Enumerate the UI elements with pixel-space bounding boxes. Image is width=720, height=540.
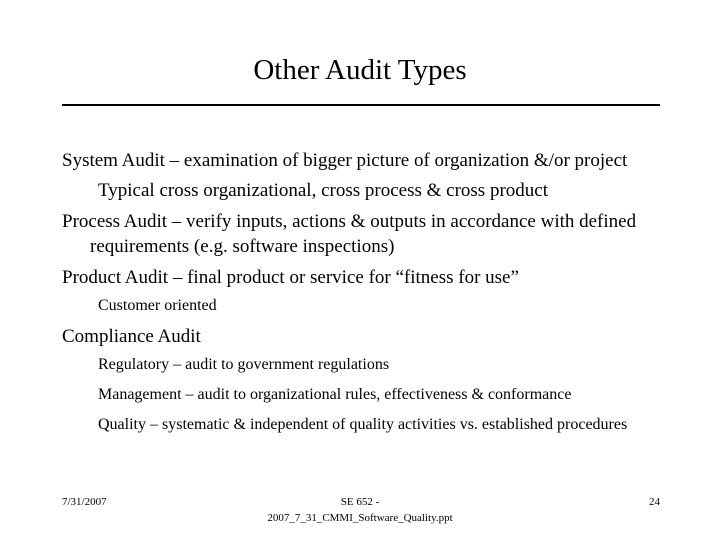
sub-bullet-management: Management – audit to organizational rules, effectiveness & conformance [98,386,572,403]
footer-course-file [220,494,500,526]
sub-bullet-quality: Quality – systematic & independent of quality activities vs. established procedures [98,416,628,433]
footer-filename: 2007_7_31_CMMI_Software_Quality.ppt [267,512,453,524]
bullet-system-audit: System Audit – examination of bigger picture of organization &/or project [62,150,628,171]
sub-bullet-regulatory: Regulatory – audit to government regulations [98,356,390,373]
sub-bullet-customer-oriented: Customer oriented [98,297,217,314]
slide-body [62,148,682,436]
page-number: 24 [649,496,660,508]
footer-course: SE 652 - [340,496,380,508]
sub-bullet-system-audit-scope: Typical cross organizational, cross process & cross product [98,180,548,201]
footer-date: 7/31/2007 [62,496,107,508]
bullet-process-audit: Process Audit – verify inputs, actions & outputs in accordance with defined requirements (e.g. software inspections) [62,211,637,257]
slide-title: Other Audit Types [253,54,467,86]
bullet-compliance-audit: Compliance Audit [62,326,201,347]
title-divider [62,104,660,106]
bullet-product-audit: Product Audit – final product or service for “fitness for use” [62,267,519,288]
